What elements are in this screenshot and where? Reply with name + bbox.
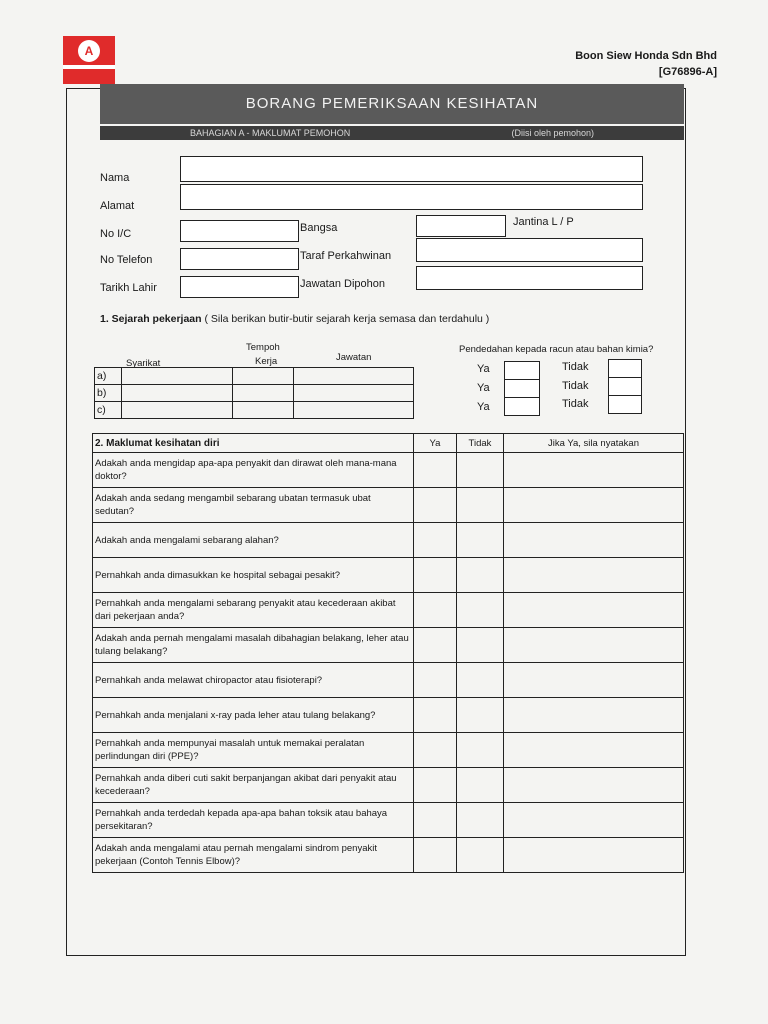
question-text: Adakah anda sedang mengambil sebarang ubatan termasuk ubat sedutan? xyxy=(93,488,414,523)
tidak-cell[interactable] xyxy=(457,838,504,873)
company-name: Boon Siew Honda Sdn Bhd xyxy=(575,50,717,62)
label-no-telefon: No Telefon xyxy=(100,254,153,266)
logo-letter: A xyxy=(78,40,100,62)
label-jawatan-dipohon: Jawatan Dipohon xyxy=(300,278,386,290)
question-text: Adakah anda mengidap apa-apa penyakit dan dirawat oleh mana-mana doktor? xyxy=(93,453,414,488)
table-row xyxy=(93,453,684,488)
alamat-field[interactable] xyxy=(180,184,643,210)
col-jawatan: Jawatan xyxy=(336,352,372,363)
jawatan-cell[interactable] xyxy=(294,402,414,419)
ya-cell[interactable] xyxy=(414,523,457,558)
health-table xyxy=(92,433,684,873)
no-ic-field[interactable] xyxy=(180,220,299,242)
work-history-heading: 1. Sejarah pekerjaan ( Sila berikan butir-butir sejarah kerja semasa dan terdahulu ) xyxy=(100,313,490,325)
ya-cell[interactable] xyxy=(414,593,457,628)
ya-cell[interactable] xyxy=(414,698,457,733)
jawatan-cell[interactable] xyxy=(294,368,414,385)
table-row xyxy=(93,803,684,838)
form-title: BORANG PEMERIKSAAN KESIHATAN xyxy=(100,84,684,124)
taraf-field[interactable] xyxy=(416,238,643,262)
ya-checkbox[interactable] xyxy=(504,379,540,398)
table-row xyxy=(93,523,684,558)
tempoh-cell[interactable] xyxy=(233,368,294,385)
label-no-ic: No I/C xyxy=(100,228,132,240)
health-header-row xyxy=(93,434,684,453)
row-label: b) xyxy=(95,385,122,402)
jawatan-cell[interactable] xyxy=(294,385,414,402)
label-nama: Nama xyxy=(100,172,130,184)
label-tidak: Tidak xyxy=(562,361,589,373)
ya-cell[interactable] xyxy=(414,733,457,768)
tidak-cell[interactable] xyxy=(457,733,504,768)
details-cell[interactable] xyxy=(504,558,684,593)
label-tarikh-lahir: Tarikh Lahir xyxy=(100,282,157,294)
tidak-cell[interactable] xyxy=(457,453,504,488)
row-label: a) xyxy=(95,368,122,385)
details-cell[interactable] xyxy=(504,488,684,523)
question-text: Pernahkah anda terdedah kepada apa-apa bahan toksik atau bahaya persekitaran? xyxy=(93,803,414,838)
question-text: Pernahkah anda mengalami sebarang penyakit atau kecederaan akibat dari pekerjaan anda? xyxy=(93,593,414,628)
table-row xyxy=(93,663,684,698)
details-cell[interactable] xyxy=(504,803,684,838)
details-cell[interactable] xyxy=(504,628,684,663)
row-label: c) xyxy=(95,402,122,419)
syarikat-cell[interactable] xyxy=(122,402,233,419)
col-syarikat: Syarikat xyxy=(126,358,161,369)
question-text: Pernahkah anda melawat chiropactor atau fisioterapi? xyxy=(93,663,414,698)
tidak-cell[interactable] xyxy=(457,698,504,733)
label-bangsa: Bangsa xyxy=(300,222,338,234)
tidak-cell[interactable] xyxy=(457,593,504,628)
table-row xyxy=(93,593,684,628)
question-text: Pernahkah anda diberi cuti sakit berpanjangan akibat dari penyakit atau kecederaan? xyxy=(93,768,414,803)
tidak-checkbox[interactable] xyxy=(608,395,642,414)
ya-cell[interactable] xyxy=(414,663,457,698)
ya-cell[interactable] xyxy=(414,558,457,593)
jawatan-dipohon-field[interactable] xyxy=(416,266,643,290)
details-cell[interactable] xyxy=(504,593,684,628)
table-row xyxy=(93,558,684,593)
label-tidak: Tidak xyxy=(562,398,589,410)
ya-cell[interactable] xyxy=(414,488,457,523)
ya-checkbox[interactable] xyxy=(504,397,540,416)
section-a-bar xyxy=(100,126,684,140)
exposure-question: Pendedahan kepada racun atau bahan kimia? xyxy=(459,344,654,355)
label-ya: Ya xyxy=(477,382,490,394)
tidak-cell[interactable] xyxy=(457,488,504,523)
question-text: Pernahkah anda mempunyai masalah untuk memakai peralatan perlindungan diri (PPE)? xyxy=(93,733,414,768)
label-alamat: Alamat xyxy=(100,200,135,212)
details-cell[interactable] xyxy=(504,523,684,558)
table-row xyxy=(95,402,414,419)
tempoh-cell[interactable] xyxy=(233,402,294,419)
table-row xyxy=(93,838,684,873)
col-ya: Ya xyxy=(414,434,457,453)
ya-cell[interactable] xyxy=(414,768,457,803)
section-a-note: (Diisi oleh pemohon) xyxy=(511,128,594,138)
tidak-cell[interactable] xyxy=(457,803,504,838)
company-logo xyxy=(63,36,115,84)
col-tempoh-1: Tempoh xyxy=(246,342,280,353)
tidak-cell[interactable] xyxy=(457,663,504,698)
tidak-cell[interactable] xyxy=(457,558,504,593)
details-cell[interactable] xyxy=(504,698,684,733)
table-row xyxy=(95,385,414,402)
col-tidak: Tidak xyxy=(457,434,504,453)
table-row xyxy=(93,628,684,663)
label-ya: Ya xyxy=(477,363,490,375)
syarikat-cell[interactable] xyxy=(122,385,233,402)
syarikat-cell[interactable] xyxy=(122,368,233,385)
tidak-cell[interactable] xyxy=(457,768,504,803)
tidak-checkbox[interactable] xyxy=(608,359,642,378)
tidak-checkbox[interactable] xyxy=(608,377,642,396)
table-row xyxy=(93,733,684,768)
details-cell[interactable] xyxy=(504,733,684,768)
col-tempoh-2: Kerja xyxy=(255,356,278,367)
col-details: Jika Ya, sila nyatakan xyxy=(504,434,684,453)
table-row xyxy=(93,698,684,733)
work-history-table xyxy=(94,367,414,419)
question-text: Adakah anda pernah mengalami masalah dibahagian belakang, leher atau tulang belakang? xyxy=(93,628,414,663)
health-heading: 2. Maklumat kesihatan diri xyxy=(93,434,414,453)
details-cell[interactable] xyxy=(504,838,684,873)
label-taraf: Taraf Perkahwinan xyxy=(300,250,392,262)
tarikh-lahir-field[interactable] xyxy=(180,276,299,298)
ya-cell[interactable] xyxy=(414,838,457,873)
ya-checkbox[interactable] xyxy=(504,361,540,380)
table-row xyxy=(95,368,414,385)
question-text: Adakah anda mengalami atau pernah mengalami sindrom penyakit pekerjaan (Contoh Tennis Elbow)? xyxy=(93,838,414,873)
label-tidak: Tidak xyxy=(562,380,589,392)
table-row xyxy=(93,768,684,803)
table-row xyxy=(93,488,684,523)
question-text: Pernahkah anda menjalani x-ray pada leher atau tulang belakang? xyxy=(93,698,414,733)
ya-cell[interactable] xyxy=(414,628,457,663)
details-cell[interactable] xyxy=(504,663,684,698)
details-cell[interactable] xyxy=(504,768,684,803)
label-ya: Ya xyxy=(477,401,490,413)
label-jantina: Jantina L / P xyxy=(513,216,574,228)
bangsa-field[interactable] xyxy=(416,215,506,237)
company-reg-no: [G76896-A] xyxy=(658,66,717,78)
no-telefon-field[interactable] xyxy=(180,248,299,270)
question-text: Pernahkah anda dimasukkan ke hospital sebagai pesakit? xyxy=(93,558,414,593)
details-cell[interactable] xyxy=(504,453,684,488)
tempoh-cell[interactable] xyxy=(233,385,294,402)
nama-field[interactable] xyxy=(180,156,643,182)
ya-cell[interactable] xyxy=(414,453,457,488)
question-text: Adakah anda mengalami sebarang alahan? xyxy=(93,523,414,558)
ya-cell[interactable] xyxy=(414,803,457,838)
tidak-cell[interactable] xyxy=(457,628,504,663)
section-a-label: BAHAGIAN A - MAKLUMAT PEMOHON xyxy=(190,128,351,138)
tidak-cell[interactable] xyxy=(457,523,504,558)
